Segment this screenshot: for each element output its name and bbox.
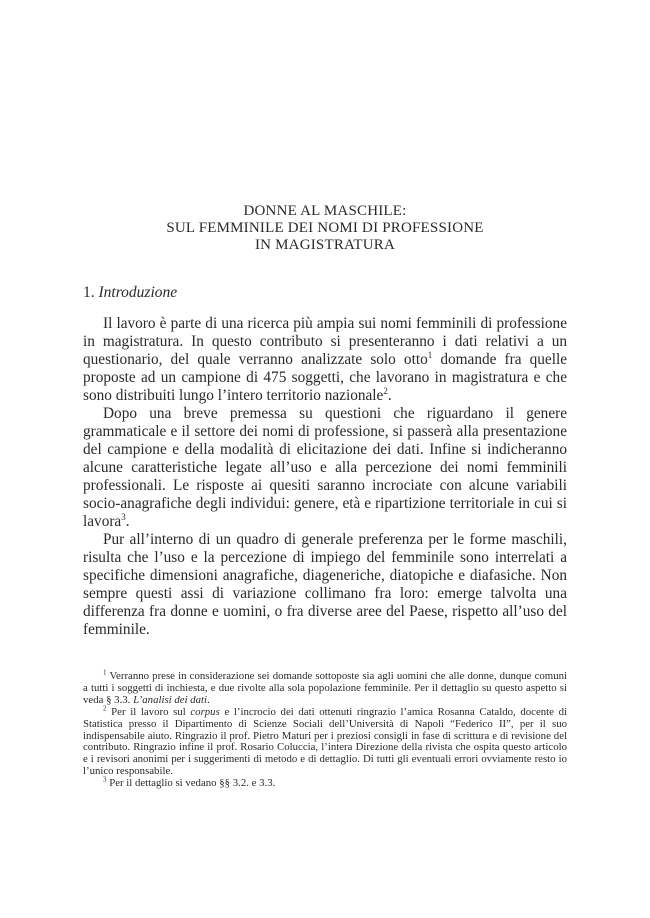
paragraph-1-text-c: . bbox=[387, 387, 392, 404]
paragraph-3: Pur all’interno di un quadro di generale preferenza per le forme maschili, risulta che l’uso e la percezione di impiego del femminile sono interrelati a specifiche dimensioni anagrafiche, diageneriche, diatopiche e diafasiche. Non sempre questi assi di variazione collimano fra loro: emerge talvolta una differenza fra donne e uomini, o fra diverse aree del Paese, rispetto all’uso del femminile. bbox=[83, 531, 567, 638]
footnote-ref-2[interactable]: 2 bbox=[383, 385, 388, 396]
paragraph-2-text-a: Dopo una breve premessa su questioni che riguardano il genere grammaticale e il settore dei nomi di professione, si passerà alla presentazione del campione e della modalità di elicitazione dei dati. Infine si indicheranno alcune caratteristiche legate all’uso e alla percezione dei nomi femminili professionali. Le risposte ai quesiti saranno incrociate con alcune variabili socio-anagrafiche degli individui: genere, età e ripartizione territoriale in cui si lavora bbox=[83, 405, 567, 530]
footnote-2-text-b: e l’incrocio dei dati ottenuti ringrazio l’amica Rosanna Cataldo, docente di Statistica presso il Dipartimento di Scienze Sociali dell’Università di Napoli “Federico II”, per il suo indispensabile aiuto. Ringrazio il prof. Pietro Maturi per i preziosi consigli in fase di scrittura e di revisione del contributo. Ringrazio infine il prof. Rosario Coluccia, l’intera Direzione della rivista che ospita questo articolo e i revisori anonimi per i suggerimenti di metodo e di dettaglio. Di tutti gli eventuali errori ovviamente resto io l’unico responsabile. bbox=[83, 705, 567, 778]
footnote-1-end: . bbox=[207, 693, 210, 706]
footnote-2-text-a: Per il lavoro sul bbox=[106, 705, 191, 718]
footnote-3-text: Per il dettaglio si vedano §§ 3.2. e 3.3. bbox=[106, 777, 276, 790]
footnote-1 bbox=[83, 668, 567, 707]
paragraph-2 bbox=[83, 405, 567, 531]
footnote-2-mark: 2 bbox=[103, 704, 107, 713]
footnote-ref-3[interactable]: 3 bbox=[121, 511, 126, 522]
paragraph-1-text-a: Il lavoro è parte di una ricerca più ampia sui nomi femminili di professione in magistratura. In questo contributo si presenteranno i dati relativi a un questionario, del quale verranno analizzate solo otto bbox=[83, 315, 567, 368]
paragraph-1-text-b: domande fra quelle proposte ad un campione di 475 soggetti, che lavorano in magistratura e che sono distribuiti lungo l’intero territorio nazionale bbox=[83, 351, 567, 404]
title-line-2: SUL FEMMINILE DEI NOMI DI PROFESSIONE bbox=[166, 220, 484, 236]
body-text bbox=[83, 315, 567, 639]
paragraph-2-text-b: . bbox=[125, 513, 130, 530]
title-line-1: DONNE AL MASCHILE: bbox=[243, 203, 407, 219]
footnote-1-section-ref: L’analisi dei dati bbox=[133, 693, 208, 706]
footnote-ref-1[interactable]: 1 bbox=[427, 349, 433, 360]
footnote-2 bbox=[83, 704, 567, 778]
footnote-1-text: Verranno prese in considerazione sei domande sottoposte sia agli uomini che alle donne, dunque comuni a tutti i soggetti di inchiesta, e due rivolte alla sola popolazione femminile. Per il dettaglio su questo aspetto si veda § 3.3. bbox=[83, 670, 567, 706]
article-title bbox=[83, 203, 567, 254]
footnotes bbox=[83, 668, 567, 790]
section-title: Introduzione bbox=[98, 284, 178, 301]
footnote-1-mark: 1 bbox=[103, 668, 107, 677]
footnote-3 bbox=[83, 775, 567, 790]
footnote-2-italic: corpus bbox=[190, 705, 220, 718]
paragraph-1 bbox=[83, 315, 567, 405]
section-number: 1. bbox=[83, 284, 95, 301]
footnote-3-mark: 3 bbox=[103, 775, 107, 784]
title-line-3: IN MAGISTRATURA bbox=[254, 237, 396, 253]
section-heading bbox=[83, 284, 177, 302]
